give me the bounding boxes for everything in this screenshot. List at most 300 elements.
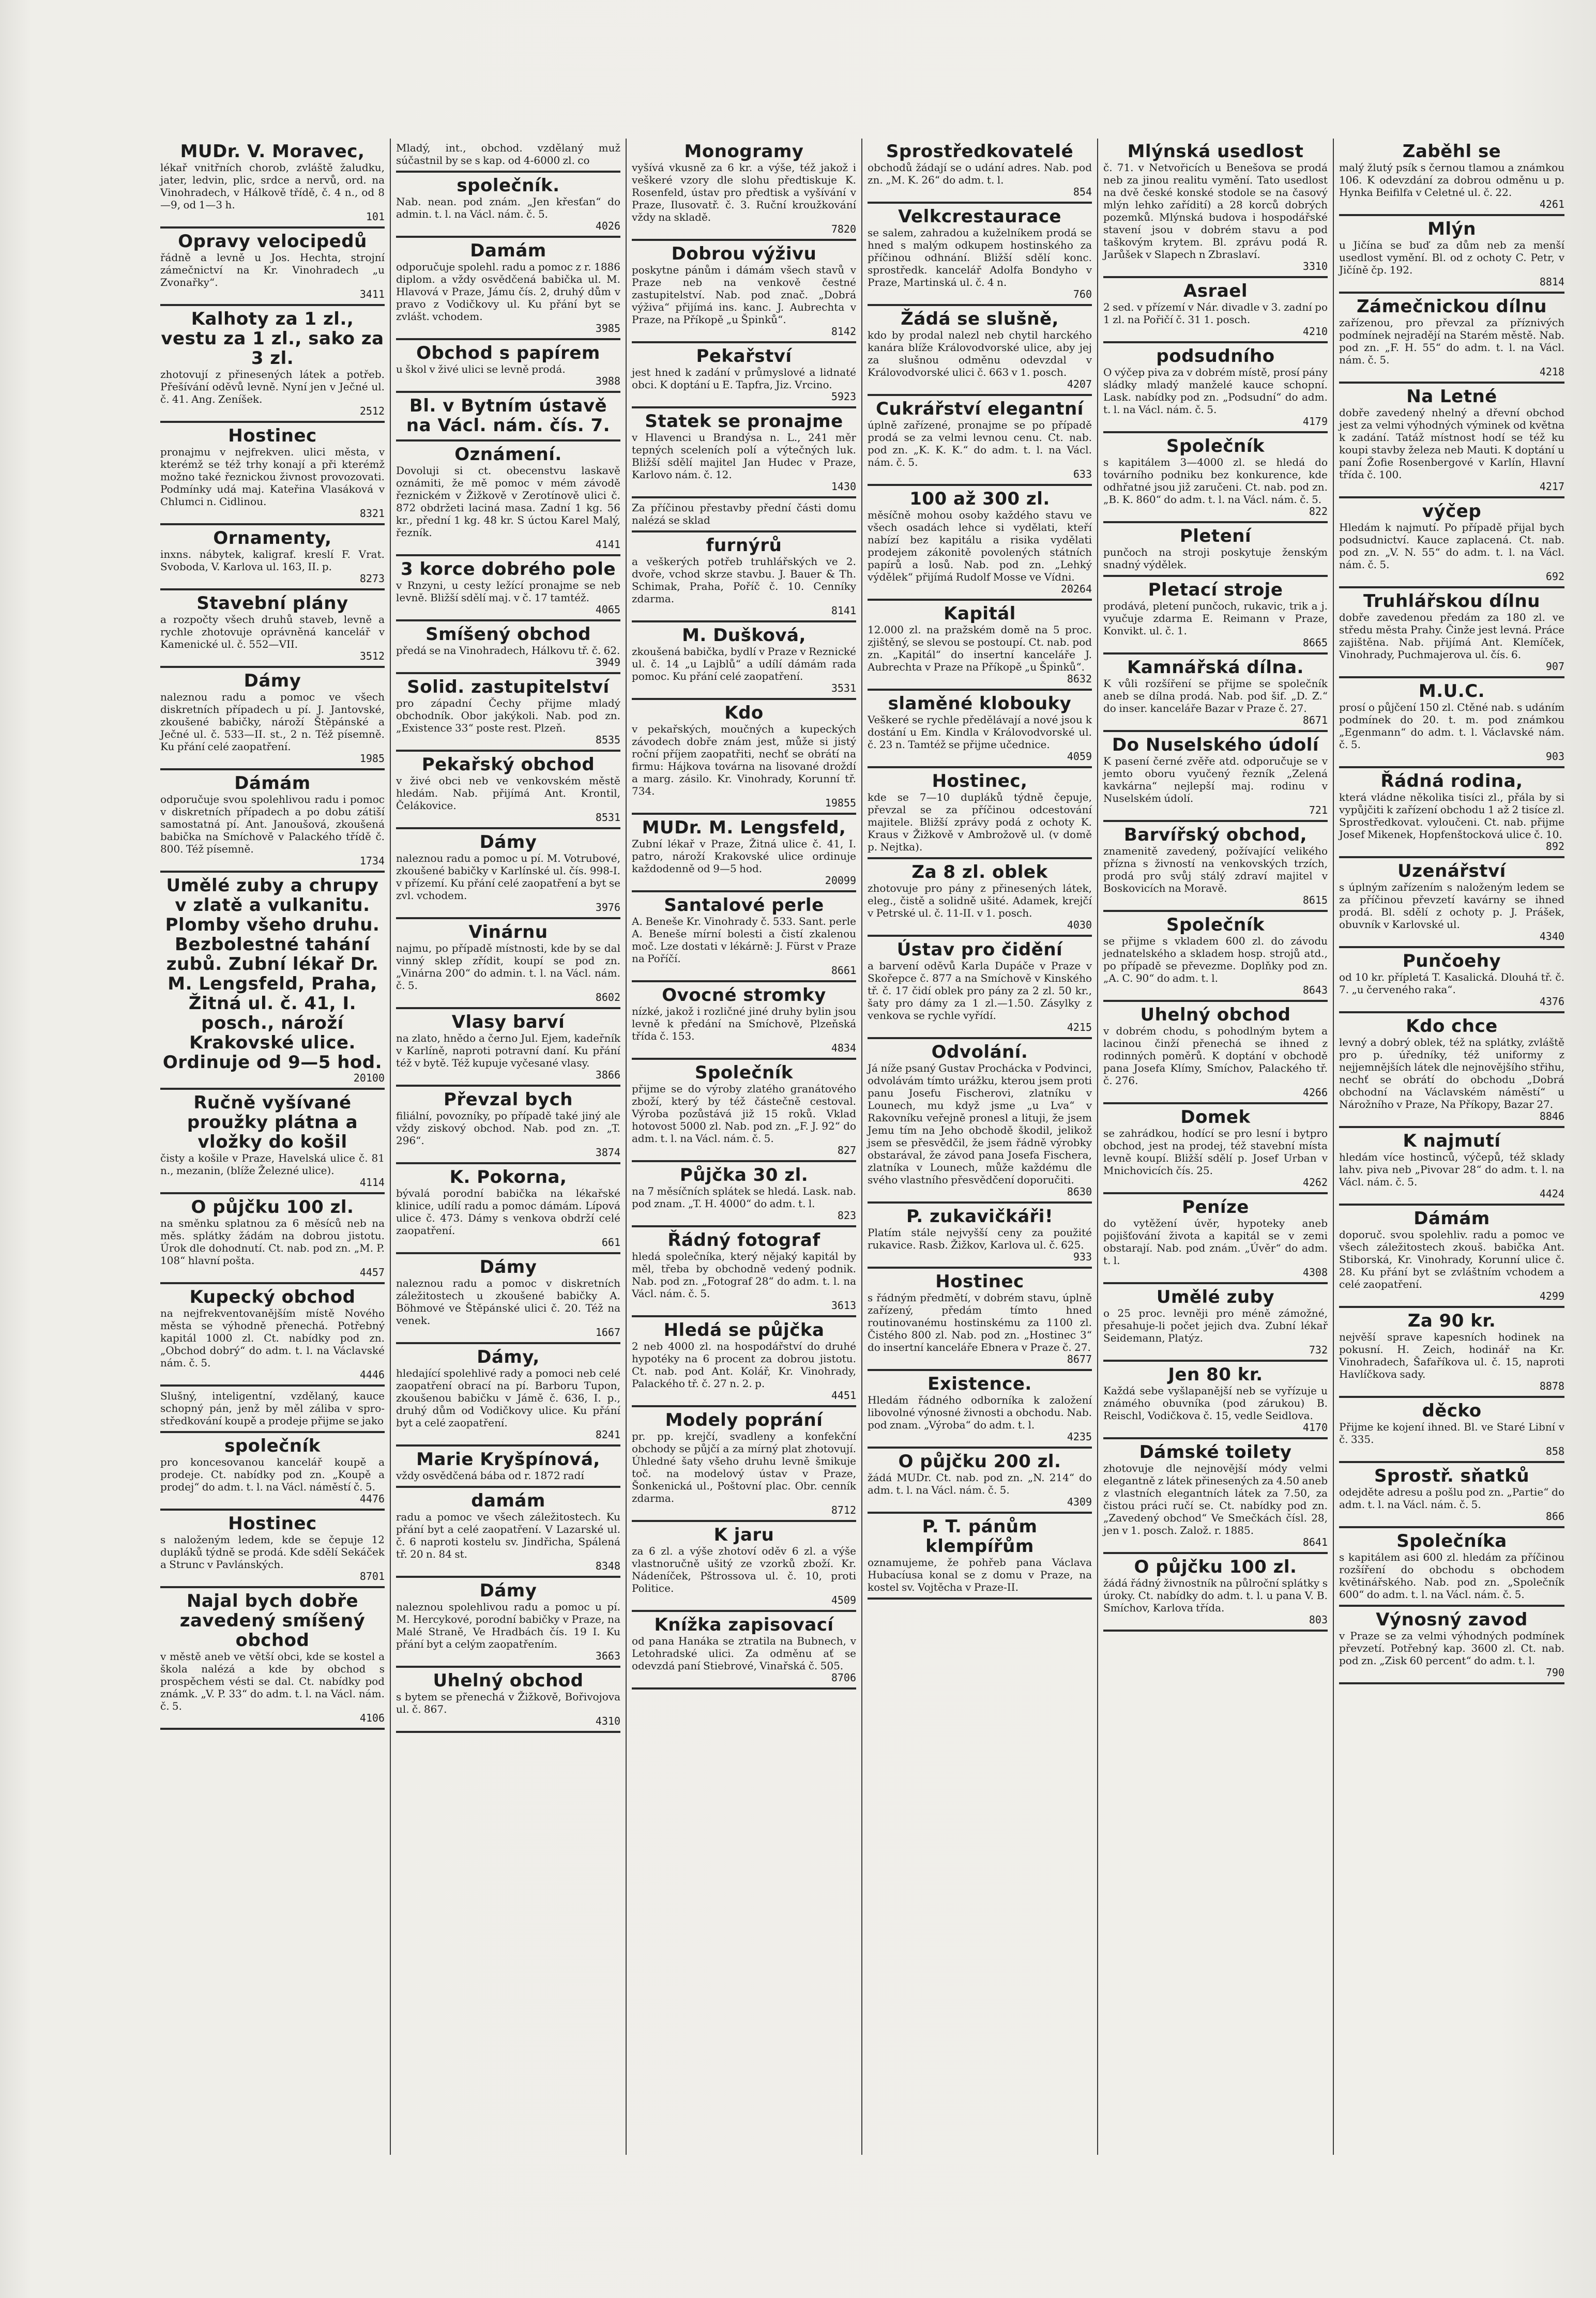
ad-text: A. Beneše Kr. Vinohrady č. 533. Sant. perle A. Beneše mírní bolesti a čistí zkalenou moč. Lze dostati v lékárně: J. Fürst v Praze na Poříčí.: [632, 915, 856, 965]
ad-heading: Marie Kryšpínová,: [416, 1449, 600, 1470]
classified-ad: [160, 590, 385, 668]
ad-text: kde se 7—10 dupláků týdně čepuje, převzal se za příčinou odcestování majitele. Bližší zprávy podá z ochoty K. Kraus v Žižkově v Ambrožově ul. (v domě p. Nejtka).: [868, 791, 1092, 853]
ad-heading: Za 8 zl. oblek: [911, 862, 1048, 882]
ad-heading: 3 korce dobrého pole: [400, 559, 616, 580]
classified-ad: [1339, 1308, 1564, 1398]
ad-text: přijme se do výroby zlatého granátového zboží, který by též částečně cestoval. Výroba pozůstává již 15 roků. Vklad hotovost 5000 zl. Nab. pod zn. „F. J. 92“ do adm. t. l. na Václ. nám. č. 5.: [632, 1083, 856, 1145]
ad-text: punčoch na stroji poskytuje ženským snadný výdělek.: [1103, 546, 1328, 571]
ad-heading: Truhlářskou dílnu: [1363, 591, 1540, 612]
ad-column: [391, 139, 627, 2155]
ad-heading: Vlasy barví: [451, 1012, 565, 1032]
ad-heading: Barvířský obchod,: [1123, 825, 1308, 845]
ad-text: do vytěžení úvěr, hypoteky aneb pojišťování života a kapitál se v zemi obstarají. Nab. pod znám. „Úvěr“ do adm. t. l.: [1103, 1217, 1328, 1267]
ad-text: Já níže psaný Gustav Prochácka v Podvinci, odvolávám tímto urážku, kterou jsem proti panu Josefu Fischerovi, zlatníku v Lounech, mu když jsme „u Lva“ v Rakovníku veřejně pronesl a lituji, že jsem Jemu tím na Jeho obchodě škodil, jelikož jsem se přesvědčil, že jsem řádně výrobky obstarával, že závod pana Josefa Fischera, zlatníka v Lounech, může každému dle svého vlastního přesvědčení doporučiti.: [868, 1062, 1092, 1186]
classified-ad: [160, 1433, 385, 1511]
ad-number: 3866: [595, 1069, 620, 1081]
ad-heading: Hostinec,: [932, 771, 1028, 792]
classified-ad: [160, 668, 385, 770]
ad-text: žádá řádný živnostník na půlroční splátky s úroky. Ct. nabídky do adm. t. l. u pana V. B. Smíchov, Karlova třída.: [1103, 1577, 1328, 1614]
ad-text: s řádným předmětí, v dobrém stavu, úplně zařízený, předám tímto hned routinovanému hostinskému za 1100 zl. Čistého 800 zl. Nab. pod zn. „Hostinec 3“ do insertní kanceláře Ebnera v Praze č. 27.: [868, 1291, 1092, 1353]
ad-heading: Santalové perle: [664, 895, 824, 916]
ad-number: 8602: [595, 991, 620, 1003]
ad-heading: výčep: [1422, 501, 1482, 522]
ad-number: 790: [1545, 1666, 1564, 1679]
ad-heading: Společník: [1166, 915, 1265, 935]
ad-text: v Hlavenci u Brandýsa n. L., 241 měr tepných sceleních polí a výtečných luk. Bližší sdělí majitel Jan Hudec v Praze, Karlovo nám. č. 12.: [632, 431, 856, 481]
classified-ad: [868, 486, 1092, 601]
classified-ad: [396, 621, 620, 674]
classified-ad: [1103, 1194, 1328, 1284]
ad-number: 20100: [353, 1072, 385, 1084]
ad-number: 4340: [1539, 930, 1564, 942]
ad-number: 4266: [1302, 1086, 1328, 1099]
ad-text: Hledám řádného odborníka k založení libovolné výnosné živnosti a obchodu. Nab. pod znam. „Výroba“ do adm. t. l.: [868, 1394, 1092, 1431]
classified-ad: [632, 408, 856, 498]
ad-heading: Asrael: [1183, 281, 1248, 301]
ad-heading: Sprostř. sňatků: [1374, 1466, 1530, 1486]
ad-heading: furnýrů: [706, 535, 782, 556]
ad-number: 4179: [1302, 415, 1328, 428]
ad-text: inxns. nábytek, kaligraf. kreslí F. Vrat. Svoboda, V. Karlova ul. 163, II. p.: [160, 548, 385, 573]
classified-ad: [1103, 523, 1328, 577]
ad-heading: Existence.: [928, 1374, 1032, 1394]
ad-heading: Dámy,: [477, 1347, 540, 1367]
ad-text: s bytem se přenechá v Žižkově, Bořivojova ul. č. 867.: [396, 1691, 620, 1715]
classified-ad: [1339, 1398, 1564, 1463]
ad-number: 8241: [595, 1428, 620, 1441]
classified-ad: [868, 396, 1092, 486]
ad-heading: Dobrou výživu: [671, 244, 817, 264]
classified-ad: [1103, 139, 1328, 278]
ad-number: 721: [1309, 804, 1328, 816]
classified-ad: [1103, 1104, 1328, 1194]
ad-heading: M. Dušková,: [682, 625, 806, 646]
ad-number: 1985: [359, 752, 385, 765]
ad-number: 8706: [831, 1671, 856, 1684]
ad-heading: Hledá se půjčka: [663, 1320, 825, 1341]
ad-heading: Žádá se slušně,: [901, 309, 1059, 329]
ad-number: 4309: [1067, 1496, 1092, 1508]
ad-number: 20264: [1060, 583, 1092, 595]
ad-heading: Dámám: [234, 773, 311, 794]
ad-text: u Jičína se buď za dům neb za menší usedlost vymění. Bl. od z ochoty C. Petr, v Jičíně čp. 192.: [1339, 239, 1564, 276]
ad-number: 8643: [1302, 984, 1328, 996]
ad-number: 101: [366, 210, 385, 223]
classified-ad: [1339, 1206, 1564, 1308]
classified-ad: [1103, 822, 1328, 912]
classified-ad: [1103, 1554, 1328, 1632]
ad-number: 4106: [359, 1712, 385, 1724]
classified-ad: [160, 229, 385, 306]
classified-ad: [160, 139, 385, 229]
ad-text: pronajmu v nejfrekven. ulici města, v kterémž se též trhy konají a při kterémž možno také řeznickou živnost provozovati. Podmínky udá maj. Kateřina Vlasáková v Chlumci n. Cidlinou.: [160, 446, 385, 508]
ad-number: 732: [1309, 1344, 1328, 1356]
ad-text: v pekařských, moučných a kupeckých závodech dobře znám jest, může si jistý roční příjem zaopatřiti, nechť se obrátí na firmu: Hájkova továrna na lisované droždí a marg. zásilo. Kr. Vinohrady, Korunní tř. 734.: [632, 723, 856, 797]
ad-text: od pana Hanáka se ztratila na Bubnech, v Letohradské ulici. Za odměnu ať se odevzdá paní Stiebrové, Vinařská č. 505.: [632, 1635, 856, 1672]
ad-number: 3949: [595, 656, 620, 668]
classified-ad: [868, 859, 1092, 937]
ad-heading: Ovocné stromky: [662, 985, 826, 1006]
ad-number: 4141: [595, 538, 620, 551]
classified-ad: [868, 1269, 1092, 1371]
ad-heading: Hostinec: [935, 1271, 1024, 1292]
ad-heading: Dámské toilety: [1139, 1442, 1292, 1463]
classified-ad: [632, 622, 856, 700]
ad-text: najmu, po případě místnosti, kde by se dal vinný sklep zřídit, koupí se pod zn. „Vinárna 200“ do admin. t. l. na Václ. nám. č. 5.: [396, 942, 620, 992]
classified-ad: [1103, 577, 1328, 655]
ad-number: 4457: [359, 1266, 385, 1279]
ad-heading: P. T. pánům klempířům: [922, 1516, 1038, 1557]
classified-ad: [632, 139, 856, 241]
ad-number: 4446: [359, 1368, 385, 1381]
ad-number: 4170: [1302, 1421, 1328, 1434]
ad-text: naleznou radu a pomoc v diskretních záležitostech u zkoušené babičky A. Böhmové ve Štěpánské ulici č. 20. Též na venek.: [396, 1277, 620, 1327]
classified-ad: [1339, 768, 1564, 858]
classified-ad: [868, 1449, 1092, 1514]
classified-ad: [632, 498, 856, 532]
ad-text: s naloženým ledem, kde se čepuje 12 dupláků týdně se prodá. Kde sdělí Sekáček a Strunc v Pavlánských.: [160, 1533, 385, 1571]
ad-number: 8535: [595, 734, 620, 746]
ad-text: se salem, zahradou a kuželníkem prodá se hned s malým odkupem hostinského za příčinou odhnání. Bližší sdělí konc. sprostředk. kancelář Adolfa Bondyho v Praze, Martinská ul. č. 4 n.: [868, 226, 1092, 288]
ad-heading: P. zukavičkáři!: [906, 1206, 1053, 1227]
ad-number: 4210: [1302, 325, 1328, 338]
ad-text: u škol v živé ulici se levně prodá.: [396, 363, 566, 375]
ad-text: za 6 zl. a výše zhotoví oděv 6 zl. a výše vlastnoručně ušitý ze vzorků zboží. Kr. Nádeníček, Pštrossova ul. č. 10, proti Politice.: [632, 1545, 856, 1594]
ad-heading: děcko: [1422, 1401, 1482, 1421]
classified-ad: [632, 1060, 856, 1162]
ad-number: 7820: [831, 223, 856, 235]
ad-number: 3512: [359, 650, 385, 662]
ad-number: 8846: [1539, 1110, 1564, 1122]
classified-ad: [1103, 732, 1328, 822]
ad-heading: Řádná rodina,: [1380, 771, 1523, 792]
ad-number: 8615: [1302, 894, 1328, 906]
ad-heading: Pletací stroje: [1148, 580, 1283, 600]
ad-text: malý žlutý psík s černou tlamou a známkou 106. K odevzdání za dobrou odměnu u p. Hynka Beifilfa v Celetné ul. č. 22.: [1339, 161, 1564, 199]
ad-text: filiální, povozníky, po případě také jiný ale vždy ziskový obchod. Nab. pod zn. „T. 296“.: [396, 1109, 620, 1147]
ad-text: v městě aneb ve větší obci, kde se kostel a škola nalézá a kde by obchod s prospěchem vésti se dal. Ct. nabídky pod známk. „V. P. 33“ do adm. t. l. na Václ. nám. č. 5.: [160, 1650, 385, 1712]
ad-text: zhotovuje pro pány z přinesených látek, eleg., čistě a solidně ušité. Adamek, krejčí v Petrské ul. č. 11-II. v 1. posch.: [868, 882, 1092, 919]
ad-number: 3874: [595, 1146, 620, 1159]
classified-ad: [632, 700, 856, 815]
classified-ad: [1103, 433, 1328, 523]
ad-heading: MUDr. V. Moravec,: [180, 141, 365, 162]
ad-number: 633: [1073, 468, 1092, 480]
ad-number: 933: [1073, 1251, 1092, 1263]
ad-heading: Dámy: [479, 1257, 537, 1277]
classified-ad: [396, 919, 620, 1009]
ad-number: 692: [1545, 570, 1564, 583]
ad-text: Dovoluji si ct. obecenstvu laskavě oznámiti, že mě pomoc v mém závodě řeznickém v Žižkově v Zerotínově ulici č. 872 obdržeti laciná masa. Zadní 1 kg. 56 kr., přední 1 kg. 48 kr. S úctou Karel Malý, řezník.: [396, 464, 620, 539]
ad-text: dobře zavedenou předám za 180 zl. ve středu města Prahy. Činže jest levná. Práce zajištěna. Nab. přijímá Ant. Klemíček, Vinohrady, Puchmajerova ul. čís. 6.: [1339, 611, 1564, 661]
classified-ad: [868, 139, 1092, 204]
ad-heading: MUDr. M. Lengsfeld,: [642, 817, 846, 838]
ad-heading: Převzal bych: [444, 1089, 573, 1110]
ad-number: 4834: [831, 1042, 856, 1054]
ad-number: 4262: [1302, 1176, 1328, 1189]
ad-text: řádně a levně u Jos. Hechta, strojní zámečnictví na Kr. Vinohradech „u Zvonařky“.: [160, 251, 385, 288]
classified-ad: [1339, 498, 1564, 588]
ad-number: 4215: [1067, 1021, 1092, 1033]
ad-heading: slaměné klobouky: [888, 693, 1072, 714]
ad-heading: Uhelný obchod: [1140, 1005, 1291, 1025]
ad-number: 822: [1309, 505, 1328, 518]
ad-text: na zlato, hnědo a černo Jul. Ejem, kadeřník v Karlíně, naproti potravní daní. Ku přání též v bytě. Též kupuje vyčesané vlasy.: [396, 1032, 620, 1069]
ad-text: o 25 proc. levněji pro méně zámožné, přesahuje-li počet jejich dva. Zubní lékař Seidemann, Platýz.: [1103, 1307, 1328, 1344]
ad-text: vyšívá vkusně za 6 kr. a výše, též jakož i veškeré vzory dle slohu předtiskuje K. Rosenfeld, ústav pro předtisk a vyšívání v Praze, Ilusovatř. č. 3. Ruční kroužkování vždy na skladě.: [632, 161, 856, 223]
ad-heading: Stavební plány: [196, 593, 348, 614]
ad-text: zhotovují z přinesených látek a potřeb. Přešívání oděvů levně. Nyní jen v Ječné ul. č. 41. Ang. Zeníšek.: [160, 368, 385, 405]
ad-heading: Dámy: [479, 1580, 537, 1601]
classified-ad: [396, 1087, 620, 1164]
classified-ad: [160, 306, 385, 423]
ad-heading: Umělé zuby a chrupy v zlatě a vulkanitu. Plomby všeho druhu. Bezbolestné tahání zubů. Zubní lékař Dr. M. Lengsfeld, Praha, Žitná ul. č. 41, I. posch., nároží Krakovské ulice. Ordinuje od 9—5 hod.: [162, 875, 383, 1073]
ad-number: 4030: [1067, 919, 1092, 931]
ad-heading: 100 až 300 zl.: [909, 489, 1050, 509]
ad-heading: Zaběhl se: [1402, 141, 1501, 162]
ad-number: 5923: [831, 390, 856, 403]
classified-ad: [868, 1514, 1092, 1600]
ad-number: 8671: [1302, 714, 1328, 726]
ad-number: 8661: [831, 964, 856, 977]
ad-number: 4299: [1539, 1290, 1564, 1302]
ad-number: 4218: [1539, 366, 1564, 378]
ad-heading: Peníze: [1182, 1197, 1249, 1218]
classified-ad: [868, 1039, 1092, 1204]
ad-number: 4207: [1067, 378, 1092, 390]
ad-number: 827: [837, 1144, 856, 1156]
ad-heading: Pekařský obchod: [421, 754, 595, 775]
ad-number: 907: [1545, 660, 1564, 673]
ad-number: 4451: [831, 1389, 856, 1402]
ad-heading: K jaru: [713, 1525, 774, 1545]
ad-number: 3663: [595, 1650, 620, 1662]
classified-ad: [396, 1488, 620, 1578]
ad-number: 903: [1545, 750, 1564, 763]
ad-heading: podsudního: [1156, 346, 1275, 367]
ad-number: 4026: [595, 220, 620, 232]
ad-heading: Dámy: [479, 832, 537, 853]
classified-ad: [160, 423, 385, 525]
classified-ad: [160, 1387, 385, 1433]
ad-number: 1430: [831, 480, 856, 493]
classified-ad: [1339, 678, 1564, 768]
classified-ad: [1339, 1128, 1564, 1206]
classified-ad: [1103, 1439, 1328, 1554]
ad-text: 12.000 zl. na pražském domě na 5 proc. zjištěný, se slevou se postoupí. Ct. nab. pod zn. „Kapitál“ do insertní kanceláře J. Aubrechta v Praze na Příkopě „u Špinků“.: [868, 623, 1092, 673]
ad-text: Nab. nean. pod znám. „Jen křesťan“ do admin. t. l. na Václ. nám. č. 5.: [396, 195, 620, 220]
ad-text: bývalá porodní babička na lékařské klinice, udílí radu a pomoc dámám. Lípová ulice č. 473. Dámy s venkova obdrží celé zaopatření.: [396, 1187, 620, 1237]
ad-number: 8641: [1302, 1536, 1328, 1548]
classified-ad: [1103, 1284, 1328, 1362]
ad-number: 8348: [595, 1560, 620, 1572]
classified-ad: [160, 1090, 385, 1194]
ad-heading: Zámečnickou dílnu: [1357, 296, 1547, 317]
ad-number: 3988: [595, 375, 620, 387]
ad-heading: Oznámení.: [454, 444, 562, 465]
ad-column: [627, 139, 862, 2155]
ad-number: 3985: [595, 322, 620, 334]
classified-ad: [632, 1162, 856, 1227]
ad-number: 803: [1309, 1614, 1328, 1626]
ad-text: na 7 měsíčních splátek se hledá. Lask. nab. pod znam. „T. H. 4000“ do adm. t. l.: [632, 1185, 856, 1210]
ad-text: poskytne pánům i dámám všech stavů v Praze neb na venkově čestné zastupitelství. Nab. pod znač. „Dobrá výživa“ přijímá ins. kanc. J. Aubrechta v Praze, na Příkopě „u Špinků“.: [632, 264, 856, 326]
ad-number: 3613: [831, 1299, 856, 1312]
ad-heading: Společník: [1166, 436, 1265, 456]
ad-heading: Uzenářství: [1397, 861, 1506, 881]
ad-heading: Kdo chce: [1406, 1016, 1498, 1037]
classified-ad: [632, 1317, 856, 1407]
ad-heading: Mlýnská usedlost: [1127, 141, 1304, 162]
ad-number: 4059: [1067, 750, 1092, 763]
classified-ad: [632, 1407, 856, 1522]
ad-text: zhotovuje dle nejnovější módy velmi elegantně z látek přinesených za 4.50 aneb z vlastních elegantních látek za 7.50, za čistou práci ručí se. Ct. nabídky pod zn. „Zavedený obchod“ Ve Smečkách čísl. 28, jen v 1. posch. Založ. r. 1885.: [1103, 1462, 1328, 1536]
ad-number: 8142: [831, 325, 856, 338]
ad-number: 8814: [1539, 276, 1564, 288]
ad-number: 4065: [595, 603, 620, 616]
ad-number: 1734: [359, 855, 385, 867]
classified-ad: [160, 1511, 385, 1588]
ad-heading: Společníka: [1396, 1531, 1507, 1551]
ad-heading: O půjčku 100 zl.: [1134, 1557, 1297, 1577]
ad-text: odejděte adresu a pošlu pod zn. „Partie“ do adm. t. l. na Václ. nám. č. 5.: [1339, 1486, 1564, 1511]
classified-ad: [1339, 948, 1564, 1013]
ad-text: s kapitálem 3—4000 zl. se hledá do továrního podniku bez konkurence, kde odhřatné jsou již zaručeni. Ct. nab. pod zn. „B. K. 860“ do adm. t. l. na Václ. nám. č. 5.: [1103, 456, 1328, 506]
classified-ad: [1339, 588, 1564, 678]
ad-number: 858: [1545, 1445, 1564, 1457]
ad-number: 4114: [359, 1176, 385, 1189]
classified-ad: [1103, 655, 1328, 732]
ad-heading: K. Pokorna,: [449, 1167, 567, 1188]
classified-ad: [160, 1194, 385, 1284]
classified-ad: [1103, 343, 1328, 433]
ad-text: která vládne několika tisíci zl., přála by si vypůjčiti k zařízení obchodu 1 až 2 tisíce zl. Sprostředkovat. vyloučeni. Ct. nab. přijme Josef Mikenek, Hopfenštocková ulice č. 10.: [1339, 791, 1564, 841]
ad-column: [1098, 139, 1334, 2155]
classified-ad: [160, 770, 385, 873]
ad-number: 4476: [359, 1493, 385, 1505]
classified-ad: [160, 873, 385, 1090]
ad-text: naleznou radu a pomoc ve všech diskretních případech u pí. J. Jantovské, zkoušené babičky, nároží Štěpánské a Ječné ul. č. 533—II. st., 2 n. Též písemně. Ku přání celé zaopatření.: [160, 691, 385, 753]
ad-text: s kapitálem asi 600 zl. hledám za příčinou rozšíření do obchodu s obchodem květinářského. Nab. pod zn. „Společník 600“ do adm. t. l. na Václ. nám. č. 5.: [1339, 1551, 1564, 1601]
ad-text: v Rnzyni, u cesty ležící pronajme se neb levně. Bližší sdělí maj. v č. 17 tamtéž.: [396, 579, 620, 604]
ad-number: 4509: [831, 1594, 856, 1606]
ad-text: K vůli rozšíření se přijme se společník aneb se dílna prodá. Nab. pod šif. „D. Z.“ do inser. kanceláře Bazar v Praze č. 27.: [1103, 677, 1328, 714]
classified-ad: [868, 691, 1092, 768]
ad-heading: Punčoehy: [1402, 951, 1501, 971]
classified-ad: [396, 752, 620, 829]
ad-number: 19855: [825, 797, 856, 809]
classified-columns: [155, 139, 1572, 2155]
ad-text: pr. pp. krejčí, svadleny a konfekční obchody se půjčí a za mírný plat zhotovují. Úhledné šaty všeho druhu levně šmikuje toč. na modelový ústav v Praze, Šonkenická ul., Poštovní plac. Obr. cenník zdarma.: [632, 1430, 856, 1504]
ad-text: obchodů žádají se o udání adres. Nab. pod zn. „M. K. 26“ do adm. t. l.: [868, 161, 1092, 186]
ad-heading: společník: [224, 1436, 321, 1456]
classified-ad: [396, 139, 620, 173]
ad-text: Mladý, int., obchod. vzdělaný muž súčastnil by se s kap. od 4-6000 zl. co: [396, 142, 620, 166]
ad-text: zařízenou, pro převzal za příznivých podmínek nejradějí na Starém městě. Nab. pod zn. „F. H. 55“ do adm. t. l. na Václ. nám. č. 5.: [1339, 316, 1564, 366]
ad-column: [155, 139, 391, 2155]
ad-text: v živé obci neb ve venkovském městě hledám. Nab. přijímá Ant. Krontil, Čelákovice.: [396, 774, 620, 812]
classified-ad: [1103, 912, 1328, 1002]
ad-number: 8632: [1067, 673, 1092, 685]
classified-ad: [632, 815, 856, 892]
ad-heading: Bl. v Bytním ústavě na Václ. nám. čís. 7.: [406, 395, 611, 436]
ad-heading: Ornamenty,: [213, 528, 332, 549]
ad-heading: Smíšený obchod: [425, 624, 591, 645]
classified-ad: [632, 1612, 856, 1690]
ad-heading: Hostinec: [228, 425, 317, 446]
ad-heading: Kalhoty za 1 zl., vestu za 1 zl., sako za 3 zl.: [161, 309, 384, 369]
ad-heading: Sprostředkovatelé: [886, 141, 1074, 162]
ad-text: Přijme ke kojení ihned. Bl. ve Staré Libní v č. 335.: [1339, 1421, 1564, 1445]
classified-ad: [632, 343, 856, 408]
classified-ad: [632, 241, 856, 343]
ad-heading: Kupecký obchod: [189, 1287, 356, 1307]
ad-text: se přijme s vkladem 600 zl. do závodu jednatelského a skladem hosp. strojů atd., po případě se převezme. Doplňky pod zn. „A. C. 90“ do adm. t. l.: [1103, 935, 1328, 984]
ad-number: 3310: [1302, 260, 1328, 272]
classified-ad: [632, 1522, 856, 1612]
ad-text: kdo by prodal nalezl neb chytil harckého kanára blíže Královodvorské ulice, aby jej za slušnou odměnu odevzdal v Královodvorské ulici č. 663 v 1. posch.: [868, 329, 1092, 378]
ad-text: prodává, pletení punčoch, rukavic, trik a j. vyučuje zdarma E. Reimann v Praze, Konvikt. ul. č. 1.: [1103, 600, 1328, 637]
ad-text: od 10 kr. přípletá T. Kasalická. Dlouhá tř. č. 7. „u červeného raka“.: [1339, 971, 1564, 996]
ad-heading: Pekařství: [696, 346, 792, 367]
ad-heading: Opravy velocipedů: [178, 231, 367, 252]
ad-text: radu a pomoc ve všech záležitostech. Ku přání byt a celé zaopatření. V Lazarské ul. č. 6 naproti kostelu sv. Jindřicha, Spálená tř. 20 n. 84 st.: [396, 1511, 620, 1560]
classified-ad: [396, 173, 620, 238]
classified-ad: [1103, 1002, 1328, 1104]
ad-heading: Uhelný obchod: [433, 1670, 584, 1691]
classified-ad: [1339, 1463, 1564, 1528]
ad-heading: Jen 80 kr.: [1168, 1364, 1263, 1385]
ad-number: 8701: [359, 1570, 385, 1582]
classified-ad: [1339, 1013, 1564, 1128]
ad-heading: Dámy: [244, 671, 301, 691]
ad-number: 8712: [831, 1504, 856, 1516]
ad-heading: Cukrářství elegantní: [876, 399, 1084, 419]
ad-text: dobře zavedený nhelný a dřevní obchod jest za velmi výhodných výminek od května k zadání. Tatáž místnost hodí se též ku koupi stavby železa neb Mauti. K doptání u paní Žofie Rosenbergové v Karlín, Hlavní třída č. 100.: [1339, 406, 1564, 481]
ad-text: úplně zařízené, pronajme se po případě prodá se za velmi levnou cenu. Ct. nab. pod zn. „K. K. K.“ do adm. t. l. na Václ. nám. č. 5.: [868, 419, 1092, 468]
classified-ad: [868, 601, 1092, 691]
classified-ad: [396, 1009, 620, 1087]
ad-number: 3411: [359, 288, 385, 300]
ad-text: naleznou radu a pomoc u pí. M. Votrubové, zkoušené babičky v Karlínské ul. čís. 998-I. v přízemí. Ku přání celé zaopatření a byt se zvl. vchodem.: [396, 852, 620, 902]
ad-number: 4376: [1539, 995, 1564, 1008]
ad-text: Platím stále nejvyšší ceny za použité rukavice. Rasb. Žižkov, Karlova ul. č. 625.: [868, 1226, 1092, 1251]
classified-ad: [1339, 294, 1564, 384]
ad-number: 8677: [1067, 1353, 1092, 1365]
classified-ad: [632, 892, 856, 982]
ad-number: 3976: [595, 901, 620, 914]
ad-text: Hledám k najmutí. Po případě přijal bych podsudnictví. Kauce zaplacená. Ct. nab. pod zn. „V. N. 55“ do adm. t. l. na Václ. nám. č. 5.: [1339, 521, 1564, 571]
ad-text: naleznou spolehlivou radu a pomoc u pí. M. Hercykové, porodní babičky v Praze, na Malé Straně, Ve Hradbách čís. 19 I. Ku přání byt a celým zaopatřením.: [396, 1601, 620, 1650]
classified-ad: [396, 556, 620, 621]
ad-number: 4424: [1539, 1188, 1564, 1200]
classified-ad: [868, 937, 1092, 1039]
classified-ad: [1103, 278, 1328, 343]
ad-number: 20099: [825, 874, 856, 887]
ad-heading: Výnosný zavod: [1376, 1609, 1528, 1630]
ad-text: a barvení oděvů Karla Dupáče v Praze v Skořepce č. 877 a na Smíchově v Kinského tř. č. 17 čidí oblek pro pány za 2 zl. 50 kr., šaty pro dámy za 1 zl.—1.50. Zásylky z venkova se rychle vyřídí.: [868, 960, 1092, 1022]
ad-text: se zahrádkou, hodící se pro lesní i bytpro obchod, jest na prodej, též stavební místa levně koupí. Bližší sdělí p. Josef Urban v Mnichovicích čís. 25.: [1103, 1127, 1328, 1177]
ad-number: 8141: [831, 604, 856, 617]
classified-ad: [1339, 1607, 1564, 1684]
classified-ad: [396, 1344, 620, 1447]
ad-text: zkoušená babička, bydlí v Praze v Reznické ul. č. 14 „u Lajblů“ a udílí dámám rada pomoc. Ku přání celé zaopatření.: [632, 645, 856, 682]
ad-number: 8630: [1067, 1185, 1092, 1198]
ad-text: O výčep piva za v dobrém místě, prosí pány sládky mladý manželé kauce schopní. Lask. nabídky pod zn. „Podsudní“ do adm. t. l. na Václ. nám. č. 5.: [1103, 366, 1328, 416]
ad-text: pro západní Čechy přijme mladý obchodník. Obor jakýkoli. Nab. pod zn. „Existence 33“ poste rest. Plzeň.: [396, 697, 620, 734]
ad-heading: Modely poprání: [665, 1410, 823, 1430]
ad-number: 892: [1545, 840, 1564, 853]
